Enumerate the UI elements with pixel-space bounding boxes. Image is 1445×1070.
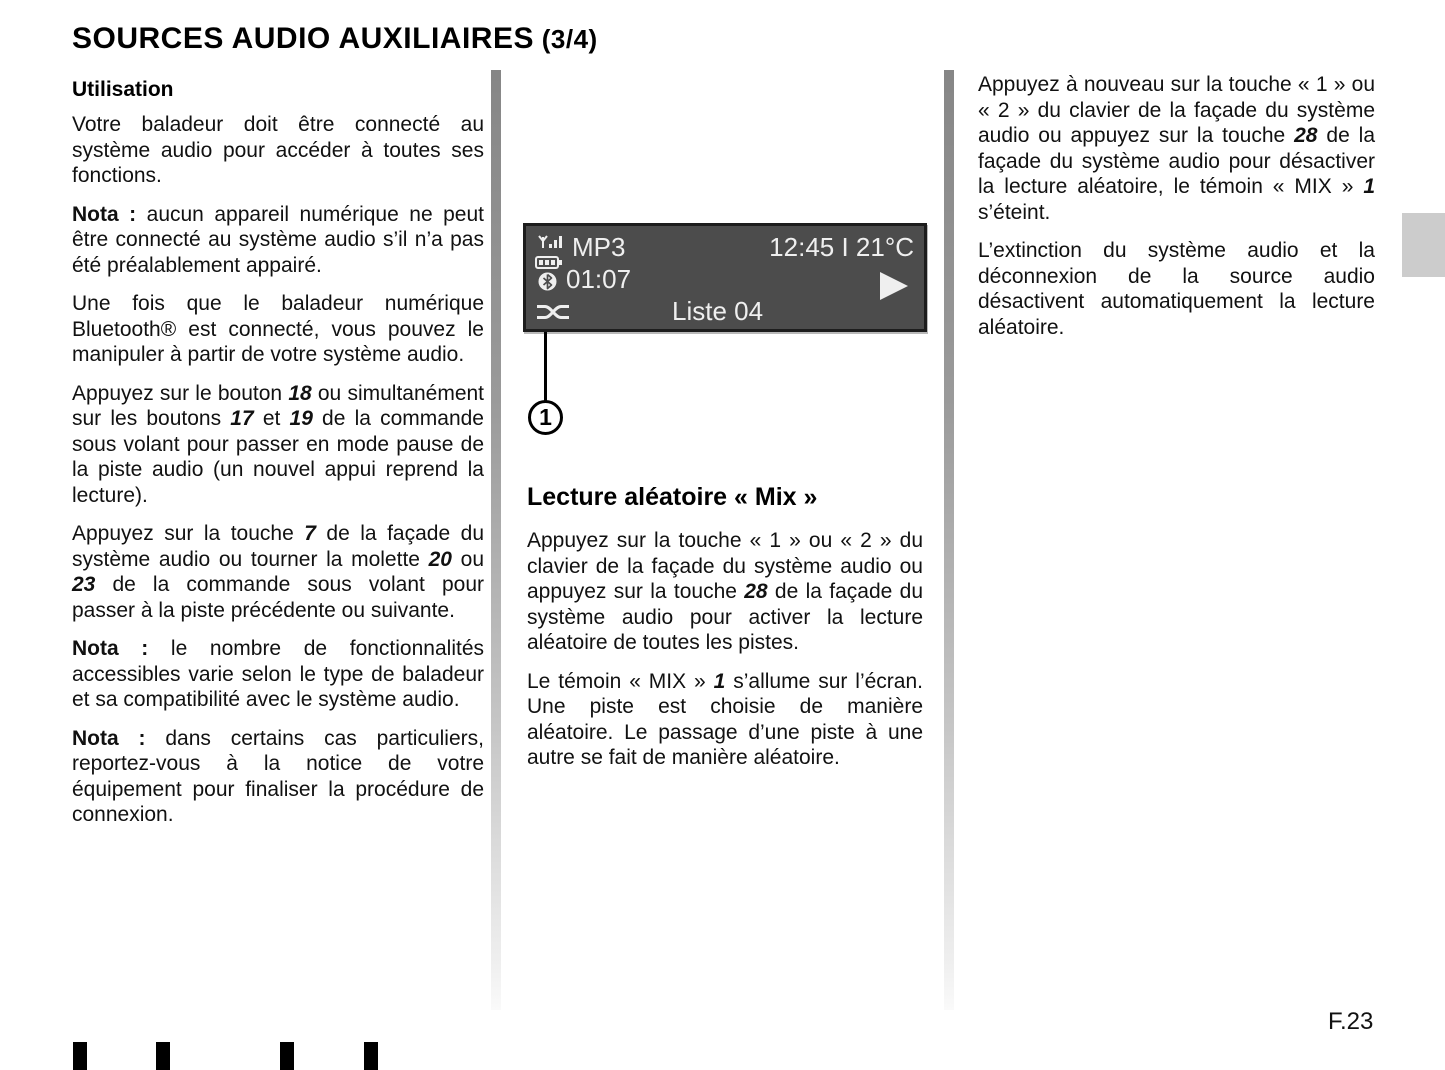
audio-source-label: MP3 xyxy=(572,232,626,262)
shuffle-mix-icon xyxy=(536,302,570,322)
playlist-label: Liste 04 xyxy=(672,296,764,326)
paragraph: Une fois que le baladeur numérique Bluetooth® est connecté, vous pouvez le manipuler à partir de votre système audio. xyxy=(72,292,484,366)
page-title xyxy=(72,22,598,56)
middle-column xyxy=(523,223,927,783)
mix-section xyxy=(527,483,923,784)
section-heading-mix: Lecture aléatoire « Mix » xyxy=(527,483,818,511)
section-edge-tab-marker xyxy=(1402,213,1445,277)
paragraph: Nota : dans certains cas particuliers, reportez-vous à la notice de votre équipement pour finaliser la procédure de connexion. xyxy=(72,726,484,826)
print-registration-mark xyxy=(73,1042,87,1070)
track-elapsed-time: 01:07 xyxy=(566,264,632,294)
signal-strength-icon xyxy=(537,233,563,254)
battery-icon xyxy=(535,255,563,270)
right-column xyxy=(978,72,1375,353)
paragraph: Nota : le nombre de fonctionnalités accessibles varie selon le type de baladeur et sa compatibilité avec le système audio. xyxy=(72,637,484,711)
play-icon xyxy=(878,271,910,301)
column-divider xyxy=(491,70,501,1010)
paragraph: Nota : aucun appareil numérique ne peut être connecté au système audio s’il n’a pas été préalablement appairé. xyxy=(72,202,484,277)
paragraph: Le témoin « MIX » 1 s’allume sur l’écran. Une piste est choisie de manière aléatoire. Le passage d’une piste à une autre se fait de manière aléatoire. xyxy=(527,669,923,769)
print-registration-mark xyxy=(280,1042,294,1070)
bluetooth-icon xyxy=(538,272,557,291)
page-title-main: SOURCES AUDIO AUXILIAIRES xyxy=(72,22,534,55)
paragraph: Votre baladeur doit être connecté au système audio pour accéder à toutes ses fonctions. xyxy=(72,113,484,187)
callout-leader-line xyxy=(544,332,547,401)
callout-marker-1: 1 xyxy=(528,400,563,435)
page-number: F.23 xyxy=(1328,1008,1374,1035)
column-divider xyxy=(944,70,954,1010)
paragraph: Appuyez à nouveau sur la touche « 1 » ou « 2 » du clavier de la façade du système audio ou appuyez sur la touche 28 de la façade du système audio pour désactiver la lecture aléatoire, le témoin « MIX » 1 s’éteint. xyxy=(978,73,1375,224)
paragraph: Appuyez sur le bouton 18 ou simultanément sur les boutons 17 et 19 de la commande sous volant pour passer en mode pause de la piste audio (un nouvel appui reprend la lecture). xyxy=(72,381,485,507)
left-column xyxy=(72,78,484,841)
paragraph: Appuyez sur la touche « 1 » ou « 2 » du clavier de la façade du système audio ou appuyez sur la touche 28 de la façade du système audio pour activer la lecture aléatoire de toutes les pistes. xyxy=(527,529,923,654)
paragraph: L’extinction du système audio et la déconnexion de la source audio désactivent automatiquement la lecture aléatoire. xyxy=(978,239,1375,339)
section-heading-utilisation: Utilisation xyxy=(72,78,174,101)
audio-display-screen xyxy=(523,223,927,332)
clock-temperature: 12:45 I 21°C xyxy=(769,232,914,262)
print-registration-mark xyxy=(156,1042,170,1070)
page-title-part-indicator: (3/4) xyxy=(534,24,598,54)
paragraph: Appuyez sur la touche 7 de la façade du système audio ou tourner la molette 20 ou 23 de la commande sous volant pour passer à la piste précédente ou suivante. xyxy=(72,522,484,622)
print-registration-mark xyxy=(364,1042,378,1070)
